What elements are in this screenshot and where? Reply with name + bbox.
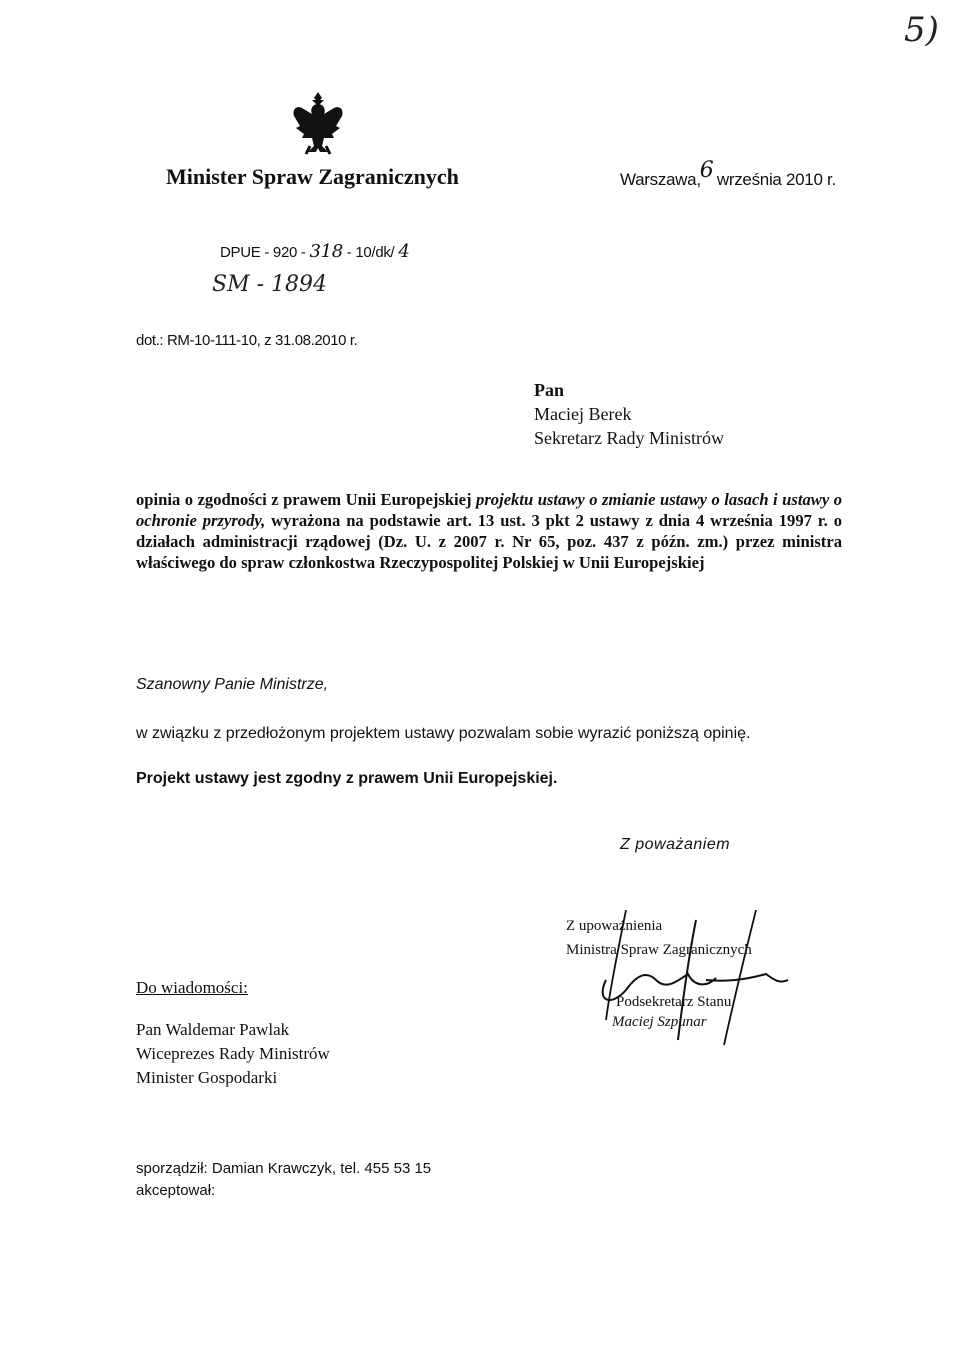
prepared-by: sporządził: Damian Krawczyk, tel. 455 53 15 <box>136 1160 432 1177</box>
reference-dot-line: dot.: RM-10-111-10, z 31.08.2010 r. <box>136 332 358 349</box>
subject-part1: opinia o zgodności z prawem Unii Europejskiej <box>136 490 477 509</box>
stamp-line-3: Podsekretarz Stanu <box>616 994 732 1010</box>
body-paragraph-2: Projekt ustawy jest zgodny z prawem Unii Europejskiej. <box>136 770 558 787</box>
date-prefix: Warszawa, <box>620 170 701 189</box>
page-number-mark: 5) <box>904 10 939 50</box>
registry-number-handwritten: SM - 1894 <box>212 272 328 297</box>
signature-stamp <box>566 910 806 1050</box>
recipient-salutation: Pan <box>534 380 565 400</box>
stamp-line-1: Z upoważnienia <box>566 918 663 934</box>
reference-prefix: DPUE - 920 - <box>220 244 310 261</box>
accepted-by: akceptował: <box>136 1182 216 1199</box>
cc-heading: Do wiadomości: <box>136 978 248 997</box>
reference-number <box>220 241 409 262</box>
date-suffix: września 2010 r. <box>716 170 836 189</box>
letter-date <box>620 158 836 191</box>
handwritten-signature-icon <box>566 910 806 1050</box>
cc-line-2: Wiceprezes Rady Ministrów <box>136 1044 330 1063</box>
cc-line-1: Pan Waldemar Pawlak <box>136 1020 290 1039</box>
subject-part3: wyrażona na podstawie art. 13 ust. 3 pkt 2 ustawy z dnia 4 września 1997 r. o działach administracji rządowej (Dz. U. z 2007 r. Nr 65, poz. 437 z późn. zm.) przez ministra właściwego do spraw członkostwa Rzeczypospolitej Polskiej w Unii Europejskiej <box>136 511 842 572</box>
closing-phrase: Z poważaniem <box>620 836 731 853</box>
reference-mid: - 10/dk/ <box>342 244 399 261</box>
greeting: Szanowny Panie Ministrze, <box>136 676 329 693</box>
cc-line-3: Minister Gospodarki <box>136 1068 278 1087</box>
ministry-name: Minister Spraw Zagranicznych <box>166 164 459 189</box>
reference-handwritten-suffix: 4 <box>398 241 410 262</box>
body-paragraph-1: w związku z przedłożonym projektem ustawy pozwalam sobie wyrazić poniższą opinię. <box>136 725 751 742</box>
date-day-handwritten: 6 <box>699 158 714 183</box>
reference-handwritten-number: 318 <box>309 241 343 262</box>
stamp-line-4: Maciej Szpunar <box>612 1014 707 1030</box>
recipient-name: Maciej Berek <box>534 404 632 424</box>
subject-paragraph <box>136 489 842 573</box>
polish-eagle-emblem-icon <box>292 90 344 156</box>
recipient-title: Sekretarz Rady Ministrów <box>534 428 724 448</box>
stamp-line-2: Ministra Spraw Zagranicznych <box>566 942 752 958</box>
subject-part2-italic: projektu ustawy o zmianie ustawy o lasach i ustawy o ochronie przyrody, <box>136 490 842 530</box>
